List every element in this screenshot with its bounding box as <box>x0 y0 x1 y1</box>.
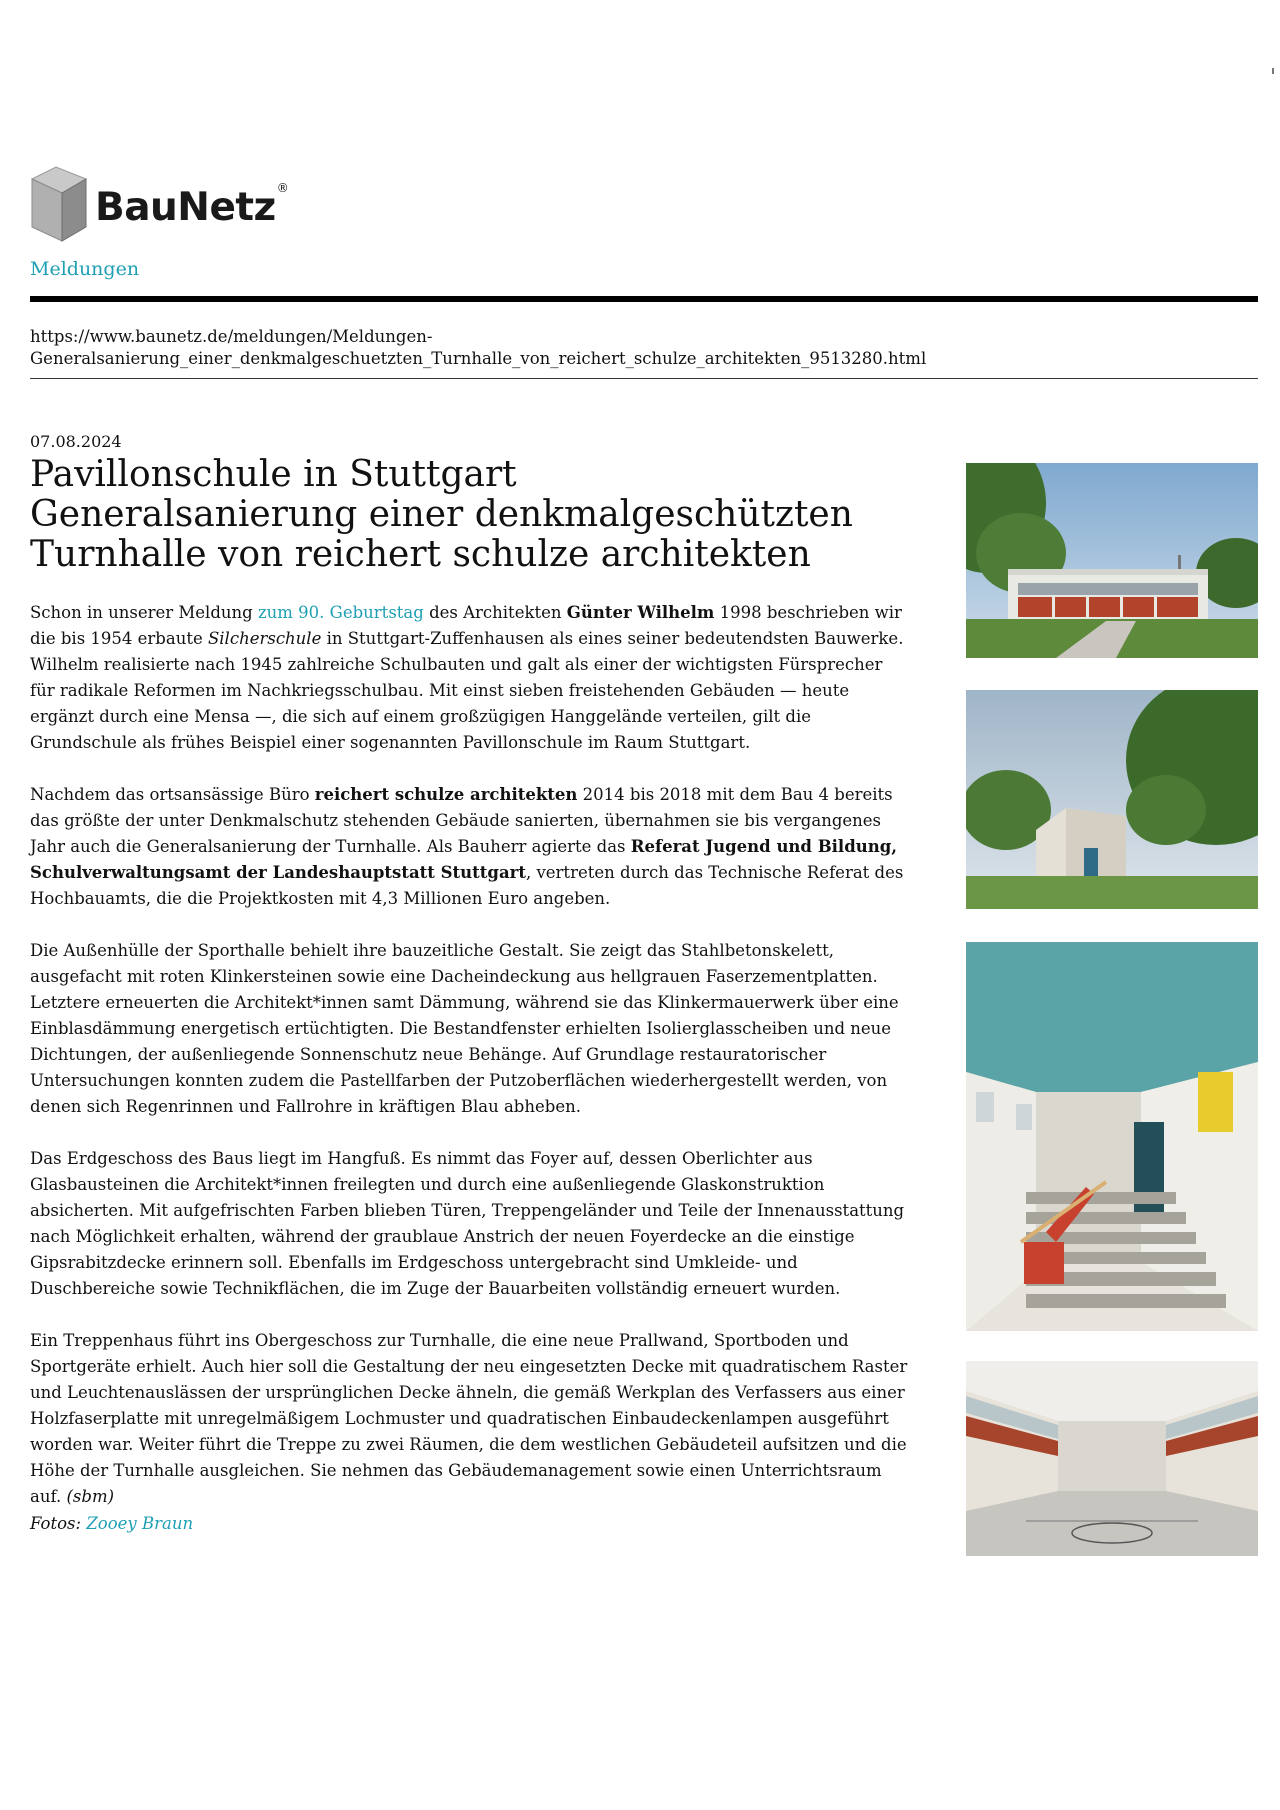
article-date: 07.08.2024 <box>30 432 122 451</box>
source-url-line-2: Generalsanierung_einer_denkmalgeschuetzten_Turnhalle_von_reichert_schulze_architekten_9513280.html <box>30 349 927 368</box>
headline-line-2: Generalsanierung einer denkmalgeschützten <box>30 494 853 535</box>
header-divider <box>30 296 1258 302</box>
author-initials: (sbm) <box>66 1487 115 1506</box>
article-body <box>30 600 910 1536</box>
headline-line-1: Pavillonschule in Stuttgart <box>30 454 517 495</box>
photographer-link[interactable]: Zooey Braun <box>86 1514 194 1533</box>
paragraph-2: Nachdem das ortsansässige Büro reichert schulze architekten 2014 bis 2018 mit dem Bau 4 bereits das größte der unter Denkmalschutz stehenden Gebäude sanierten, übernahmen sie bis vergangenes Jahr auch die Generalsanierung der Turnhalle. Als Bauherr agierte das Referat Jugend und Bildung, Schulverwaltungsamt der Landeshauptstatt Stuttgart, vertreten durch das Technische Referat des Hochbauamts, die die Projektkosten mit 4,3 Millionen Euro angeben. <box>30 785 904 908</box>
source-url <box>30 326 1030 370</box>
paragraph-5: Ein Treppenhaus führt ins Obergeschoss zur Turnhalle, die eine neue Prallwand, Sportboden und Sportgeräte erhielt. Auch hier soll die Gestaltung der neu eingesetzten Decke mit quadratischem Raster und Leuchtenauslässen der ursprünglichen Decke ähneln, die gemäß Werkplan des Verfassers aus einer Holzfaserplatte mit unregelmäßigem Lochmuster und quadratischen Einbaudeckenlampen ausgeführt worden war. Weiter führt die Treppe zu zwei Räumen, die dem westlichen Gebäudeteil aufsitzen und die Höhe der Turnhalle ausgleichen. Sie nehmen das Gebäudemanagement sowie einen Unterrichtsraum auf. (sbm) <box>30 1331 908 1506</box>
source-url-line-1: https://www.baunetz.de/meldungen/Meldungen- <box>30 327 433 346</box>
photo-gym-interior[interactable] <box>966 1361 1258 1556</box>
photo-foyer-stairs[interactable] <box>966 942 1258 1331</box>
logo-wordmark: BauNetz® <box>95 181 289 230</box>
paragraph-3: Die Außenhülle der Sporthalle behielt ihre bauzeitliche Gestalt. Sie zeigt das Stahlbetonskelett, ausgefacht mit roten Klinkersteinen sowie eine Dacheindeckung aus hellgrauen Faserzementplatten. Letztere erneuerten die Architekt*innen samt Dämmung, während sie das Klinkermauerwerk über eine Einblasdämmung energetisch ertüchtigten. Die Bestandfenster erhielten Isolierglasscheiben und neue Dichtungen, der außenliegende Sonnenschutz neue Behänge. Auf Grundlage restauratorischer Untersuchungen konnten zudem die Pastellfarben der Putzoberflächen wiederhergestellt werden, von denen sich Regenrinnen und Fallrohre in kräftigen Blau abheben. <box>30 941 899 1116</box>
birthday-article-link[interactable]: zum 90. Geburtstag <box>257 603 424 622</box>
credits-label: Fotos: <box>30 1514 82 1533</box>
office-name: reichert schulze architekten <box>314 785 578 804</box>
section-link-meldungen[interactable]: Meldungen <box>30 258 140 280</box>
headline-line-3: Turnhalle von reichert schulze architekten <box>30 534 811 575</box>
photo-exterior-corner[interactable] <box>966 690 1258 909</box>
school-name: Silcherschule <box>207 629 322 648</box>
photo-exterior-front[interactable] <box>966 463 1258 658</box>
photo-credits <box>30 1514 193 1533</box>
article-headline <box>30 455 930 575</box>
cube-logo-icon <box>30 165 90 243</box>
architect-name: Günter Wilhelm <box>566 603 715 622</box>
paragraph-4: Das Erdgeschoss des Baus liegt im Hangfuß. Es nimmt das Foyer auf, dessen Oberlichter aus Glasbausteinen die Architekt*innen freilegten und durch eine außenliegende Glaskonstruktion absicherten. Mit aufgefrischten Farben blieben Türen, Treppengeländer und Teile der Innenausstattung nach Möglichkeit erhalten, während der graublaue Anstrich der neuen Foyerdecke an die einstige Gipsrabitzdecke erinnern soll. Ebenfalls im Erdgeschoss untergebracht sind Umkleide- und Duschbereiche sowie Technikflächen, die im Zuge der Bauarbeiten vollständig erneuert wurden. <box>30 1149 905 1298</box>
url-divider <box>30 378 1258 379</box>
paragraph-1: Schon in unserer Meldung zum 90. Geburtstag des Architekten Günter Wilhelm 1998 beschrieben wir die bis 1954 erbaute Silcherschule in Stuttgart-Zuffenhausen als eines seiner bedeutendsten Bauwerke. Wilhelm realisierte nach 1945 zahlreiche Schulbauten und galt als einer der wichtigsten Fürsprecher für radikale Reformen im Nachkriegsschulbau. Mit einst sieben freistehenden Gebäuden — heute ergänzt durch eine Mensa —, die sich auf einem großzügigen Hanggelände verteilen, gilt die Grundschule als frühes Beispiel einer sogenannten Pavillonschule im Raum Stuttgart. <box>30 603 904 752</box>
corner-mark <box>1272 68 1274 74</box>
client-name: Referat Jugend und Bildung, Schulverwaltungsamt der Landeshauptstatt Stuttgart <box>30 837 898 882</box>
baunetz-logo[interactable] <box>30 165 290 245</box>
